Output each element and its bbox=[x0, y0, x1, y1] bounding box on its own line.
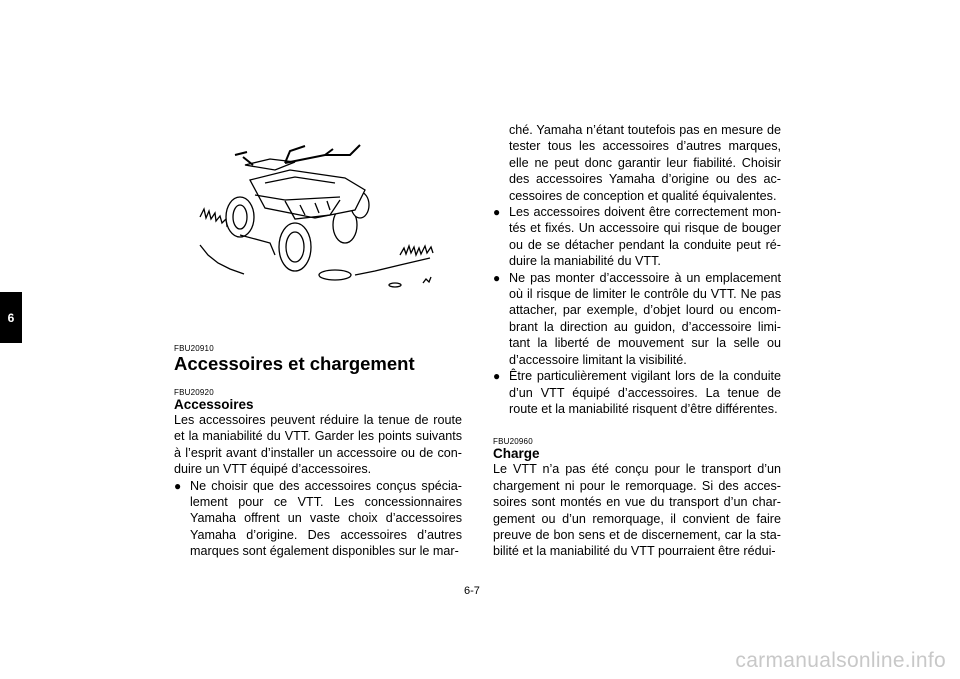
bullet-icon: ● bbox=[493, 369, 501, 384]
accessoires-paragraph: Les accessoires peuvent réduire la tenue de route et la maniabilité du VTT. Garder les points suivants à l’esprit avant d’installer un accessoire ou de con-duire un VTT équipé d’accessoires. bbox=[174, 413, 462, 477]
watermark: carmanualsonline.info bbox=[735, 649, 946, 672]
bullet-item bbox=[174, 478, 462, 560]
bullet-item bbox=[493, 204, 781, 270]
subsection-code: FBU20920 bbox=[174, 388, 214, 397]
bullet-item bbox=[493, 368, 781, 417]
right-column bbox=[493, 122, 781, 560]
bullet-text: Ne pas monter d’accessoire à un emplacement où il risque de limiter le contrôle du VTT. Ne pas attacher, par exemple, d’objet lourd ou encom-brant la direction au guidon, d’accessoire limi-tant la liberté de mouvement sur la selle ou d’accessoire limitant la visibilité. bbox=[509, 270, 781, 367]
subsection-title: Charge bbox=[493, 446, 540, 462]
bullet-text: Être particulièrement vigilant lors de la conduite d’un VTT équipé d’accessoires. La tenue de route et la maniabilité risquent d’être différentes. bbox=[509, 369, 781, 416]
charge-paragraph: Le VTT n’a pas été conçu pour le transport d’un chargement ni pour le remorquage. Si des acces-soires sont montés en vue du transport d’un char-gement ou d’un remorquage, il convient de faire preuve de bon sens et de discernement, car la sta-bilité et la maniabilité du VTT pourraient être rédui- bbox=[493, 462, 781, 559]
subsection-title: Accessoires bbox=[174, 397, 254, 412]
bullet-item bbox=[493, 270, 781, 368]
left-column bbox=[174, 344, 462, 560]
bullet-text: Les accessoires doivent être correctement mon-tés et fixés. Un accessoire qui risque de bouger ou de se détacher pendant la conduite peut ré-duire la maniabilité du VTT. bbox=[509, 205, 781, 269]
chapter-tab bbox=[0, 292, 22, 343]
bullet-continuation: ché. Yamaha n’étant toutefois pas en mesure de tester tous les accessoires d’autres marques, elle ne peut donc garantir leur fiabilité. Choisir des accessoires Yamaha d’origine ou des ac-cessoires de conception et qualité équivalentes. bbox=[509, 123, 781, 203]
atv-illustration-icon bbox=[195, 135, 455, 305]
bullet-icon: ● bbox=[493, 205, 501, 220]
bullet-icon: ● bbox=[174, 478, 182, 493]
subsection-code: FBU20960 bbox=[493, 437, 533, 447]
section-code: FBU20910 bbox=[174, 344, 214, 353]
bullet-text: Ne choisir que des accessoires conçus spécia-lement pour ce VTT. Les concessionnaires Yamaha offrent un vaste choix d’accessoires Yamaha d’origine. Des accessoires d’autres marques sont également disponibles sur le mar- bbox=[190, 478, 462, 559]
bullet-icon: ● bbox=[493, 270, 501, 285]
section-title: Accessoires et chargement bbox=[174, 353, 415, 374]
page-number: 6-7 bbox=[464, 585, 480, 597]
chapter-number: 6 bbox=[7, 310, 15, 325]
